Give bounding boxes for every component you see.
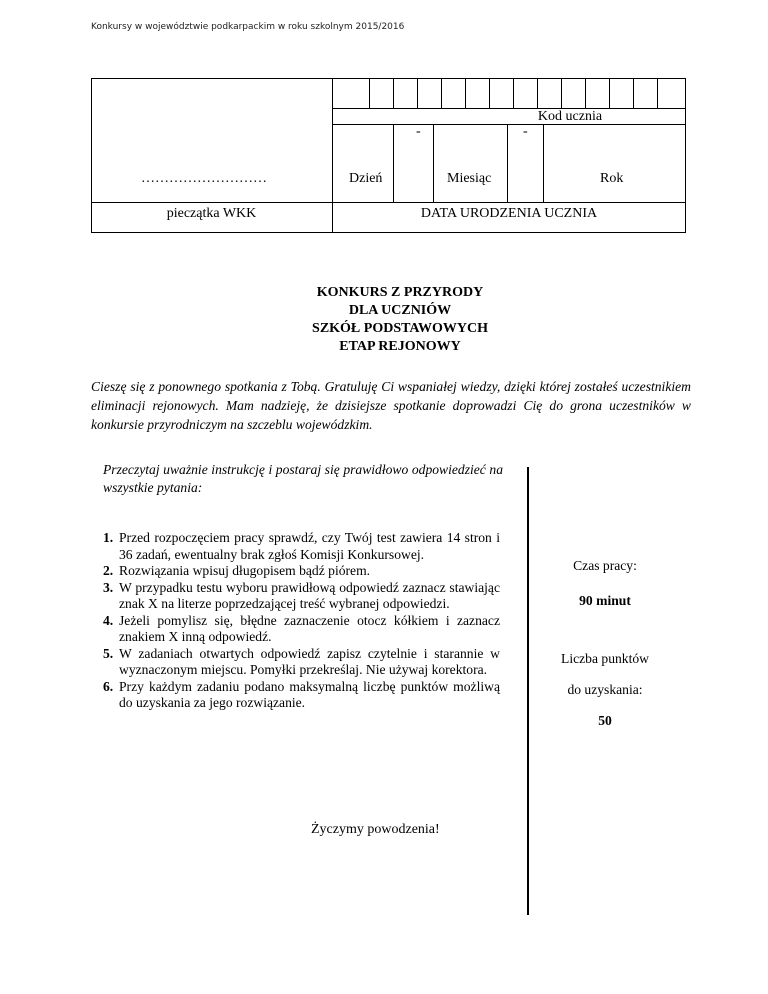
list-item [103, 563, 500, 580]
birth-date-label: DATA URODZENIA UCZNIA [420, 206, 598, 221]
time-value: 90 minut [579, 593, 631, 608]
day-label: Dzień [349, 171, 383, 186]
code-dash-1: - [416, 124, 421, 139]
student-form-table [91, 78, 686, 233]
item-text: Jeżeli pomylisz się, błędne zaznaczenie otocz kółkiem i zaznacz znakiem X inną odpowiedź. [119, 612, 500, 644]
item-number: 6. [103, 678, 114, 694]
points-value: 50 [598, 713, 612, 728]
title-line-2: DLA UCZNIÓW [348, 303, 452, 318]
instructions-list [103, 530, 500, 712]
item-number: 3. [103, 579, 114, 595]
good-luck-text: Życzymy powodzenia! [311, 822, 440, 837]
code-dash-2: - [523, 124, 528, 139]
title-line-3: SZKÓŁ PODSTAWOWYCH [312, 321, 488, 336]
stamp-label: pieczątka WKK [166, 206, 257, 221]
points-label-1: Liczba punktów [561, 651, 649, 666]
item-text: W zadaniach otwartych odpowiedź zapisz czytelnie i starannie w wyznaczonym miejscu. Pomyłki przekreślaj. Nie używaj korektora. [119, 645, 500, 677]
item-number: 5. [103, 645, 114, 661]
item-number: 4. [103, 612, 114, 628]
title-line-4: ETAP REJONOWY [339, 339, 461, 354]
list-item [103, 530, 500, 563]
item-number: 1. [103, 530, 114, 545]
points-label-2: do uzyskania: [567, 682, 643, 697]
time-label: Czas pracy: [573, 558, 637, 573]
title-line-1: KONKURS Z PRZYRODY [316, 285, 484, 300]
vertical-divider [527, 467, 529, 915]
intro-paragraph: Cieszę się z ponownego spotkania z Tobą. Gratuluję Ci wspaniałej wiedzy, dzięki której zostałeś uczestnikiem eliminacji rejonowych. Mam nadzieję, że dzisiejsze spotkanie doprowadzi Cię do grona uczestników w konkursie przyrodniczym na szczeblu wojewódzkim. [91, 379, 691, 432]
item-number: 2. [103, 563, 114, 578]
item-text: Przy każdym zadaniu podano maksymalną liczbę punktów możliwą do uzyskania za jego rozwiązanie. [119, 678, 500, 710]
month-label: Miesiąc [447, 171, 492, 186]
page-title [200, 284, 600, 356]
list-item [103, 679, 500, 712]
year-label: Rok [600, 171, 624, 186]
list-item [103, 613, 500, 646]
page-header: Konkursy w województwie podkarpackim w roku szkolnym 2015/2016 [91, 22, 405, 32]
list-item [103, 580, 500, 613]
item-text: Rozwiązania wpisuj długopisem bądź piórem. [119, 563, 371, 578]
instructions-heading: Przeczytaj uważnie instrukcję i postaraj się prawidłowo odpowiedzieć na wszystkie pytania: [103, 462, 503, 495]
item-text: W przypadku testu wyboru prawidłową odpowiedź zaznacz stawiając znak X na literze poprzedzającej treść wybranej odpowiedzi. [119, 579, 500, 611]
item-text: Przed rozpoczęciem pracy sprawdź, czy Twój test zawiera 14 stron i 36 zadań, ewentualny brak zgłoś Komisji Konkursowej. [119, 530, 500, 562]
stamp-dots: ……………………… [141, 171, 267, 186]
list-item [103, 646, 500, 679]
student-code-label: Kod ucznia [537, 109, 603, 124]
